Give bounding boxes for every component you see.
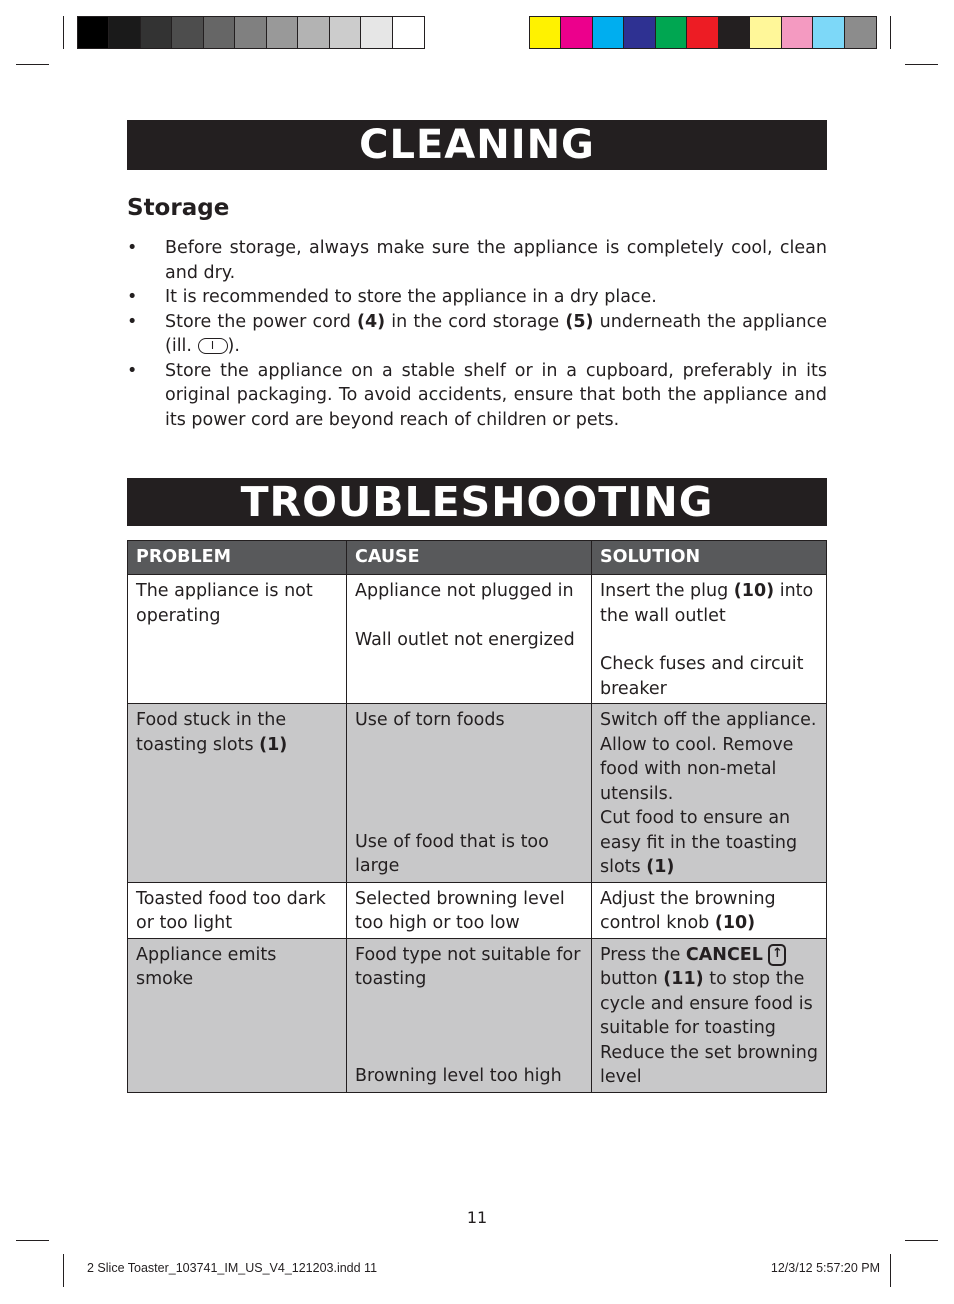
- color-swatch: [845, 17, 876, 48]
- color-swatch: [656, 17, 687, 48]
- cause-entry: Wall outlet not energized: [355, 629, 575, 650]
- crop-mark: [63, 16, 64, 49]
- cause-entry: Food type not suitable for toasting: [355, 944, 581, 989]
- header-problem: PROBLEM: [128, 541, 347, 575]
- header-solution: SOLUTION: [592, 541, 827, 575]
- list-item-text: It is recommended to store the appliance in a dry place.: [165, 287, 657, 307]
- bullet-dot: •: [127, 238, 138, 258]
- cause-entry: Appliance not plugged in: [355, 581, 574, 601]
- table-row: [128, 704, 827, 883]
- storage-heading: Storage: [127, 195, 230, 221]
- color-swatch: [393, 17, 424, 48]
- problem-cell: Toasted food too dark or too light: [128, 882, 347, 938]
- crop-mark: [16, 1240, 49, 1241]
- crop-mark: [63, 1254, 64, 1287]
- color-swatch: [719, 17, 750, 48]
- header-cause: CAUSE: [347, 541, 592, 575]
- color-swatch: [78, 17, 109, 48]
- solution-cell: [592, 575, 827, 704]
- color-swatch: [172, 17, 203, 48]
- solution-entry: Check fuses and circuit breaker: [600, 654, 804, 699]
- cancel-button-icon: ↑: [768, 944, 786, 966]
- solution-cell: Adjust the browning control knob (10): [592, 882, 827, 938]
- color-swatch: [267, 17, 298, 48]
- list-item: [127, 236, 827, 285]
- cause-cell: [347, 575, 592, 704]
- cause-cell: [347, 938, 592, 1092]
- crop-mark: [890, 1254, 891, 1287]
- color-swatch: [235, 17, 266, 48]
- color-swatch: [624, 17, 655, 48]
- footer-filename: 2 Slice Toaster_103741_IM_US_V4_121203.indd 11: [87, 1261, 378, 1275]
- footer-timestamp: 12/3/12 5:57:20 PM: [770, 1261, 880, 1275]
- page-number: 11: [466, 1208, 488, 1227]
- cause-entry: Browning level too high: [355, 1065, 562, 1086]
- solution-entry: Insert the plug (10) into the wall outlet: [600, 581, 814, 626]
- list-item: [127, 310, 827, 359]
- table-row: [128, 882, 827, 938]
- troubleshooting-banner: [127, 478, 827, 526]
- crop-mark: [890, 16, 891, 49]
- list-item: [127, 285, 827, 310]
- color-swatch: [750, 17, 781, 48]
- color-swatch: [530, 17, 561, 48]
- list-item-text: Store the power cord (4) in the cord storage (5) underneath the appliance (ill. I ).: [165, 311, 828, 356]
- color-swatch: [561, 17, 592, 48]
- list-item-text: Store the appliance on a stable shelf or in a cupboard, preferably in its original packaging. To avoid accidents, ensure that both the appliance and its power cord are beyond reach of children or pets.: [165, 360, 827, 430]
- table-row: [128, 575, 827, 704]
- color-swatch: [813, 17, 844, 48]
- color-swatch: [361, 17, 392, 48]
- troubleshooting-table: [127, 540, 827, 1093]
- color-swatch: [330, 17, 361, 48]
- list-item-text: Before storage, always make sure the appliance is completely cool, clean and dry.: [165, 238, 827, 283]
- bullet-dot: •: [127, 311, 138, 332]
- table-header-row: [128, 541, 827, 575]
- color-swatch: [109, 17, 140, 48]
- cause-cell: [347, 704, 592, 883]
- illustration-ref-icon: I: [198, 338, 228, 354]
- problem-cell: The appliance is not operating: [128, 575, 347, 704]
- grayscale-color-bar: [77, 16, 425, 49]
- troubleshooting-title: TROUBLESHOOTING: [240, 478, 714, 526]
- color-swatch: [687, 17, 718, 48]
- storage-list: [127, 236, 827, 432]
- crop-mark: [16, 64, 49, 65]
- list-item: [127, 359, 827, 433]
- cleaning-title: CLEANING: [359, 122, 595, 168]
- solution-entry: Cut food to ensure an easy fit in the toasting slots (1): [600, 808, 798, 877]
- color-swatch: [593, 17, 624, 48]
- cleaning-banner: [127, 120, 827, 170]
- cause-entry: Use of torn foods: [355, 710, 505, 730]
- solution-entry: Switch off the appliance. Allow to cool. Remove food with non-metal utensils.: [600, 710, 817, 804]
- cause-cell: Selected browning level too high or too low: [347, 882, 592, 938]
- solution-entry: Reduce the set browning level: [600, 1042, 818, 1087]
- solution-cell: [592, 938, 827, 1092]
- crop-mark: [905, 64, 938, 65]
- color-swatch: [298, 17, 329, 48]
- problem-cell: Food stuck in the toasting slots (1): [128, 704, 347, 883]
- solution-entry: Press the CANCEL ↑ button (11) to stop the cycle and ensure food is suitable for toasting: [600, 944, 813, 1038]
- table-row: [128, 938, 827, 1092]
- process-color-bar: [529, 16, 877, 49]
- crop-mark: [905, 1240, 938, 1241]
- color-swatch: [204, 17, 235, 48]
- color-swatch: [141, 17, 172, 48]
- color-swatch: [782, 17, 813, 48]
- problem-cell: Appliance emits smoke: [128, 938, 347, 1092]
- bullet-dot: •: [127, 287, 138, 307]
- bullet-dot: •: [127, 360, 138, 381]
- solution-cell: [592, 704, 827, 883]
- cause-entry: Use of food that is too large: [355, 831, 549, 876]
